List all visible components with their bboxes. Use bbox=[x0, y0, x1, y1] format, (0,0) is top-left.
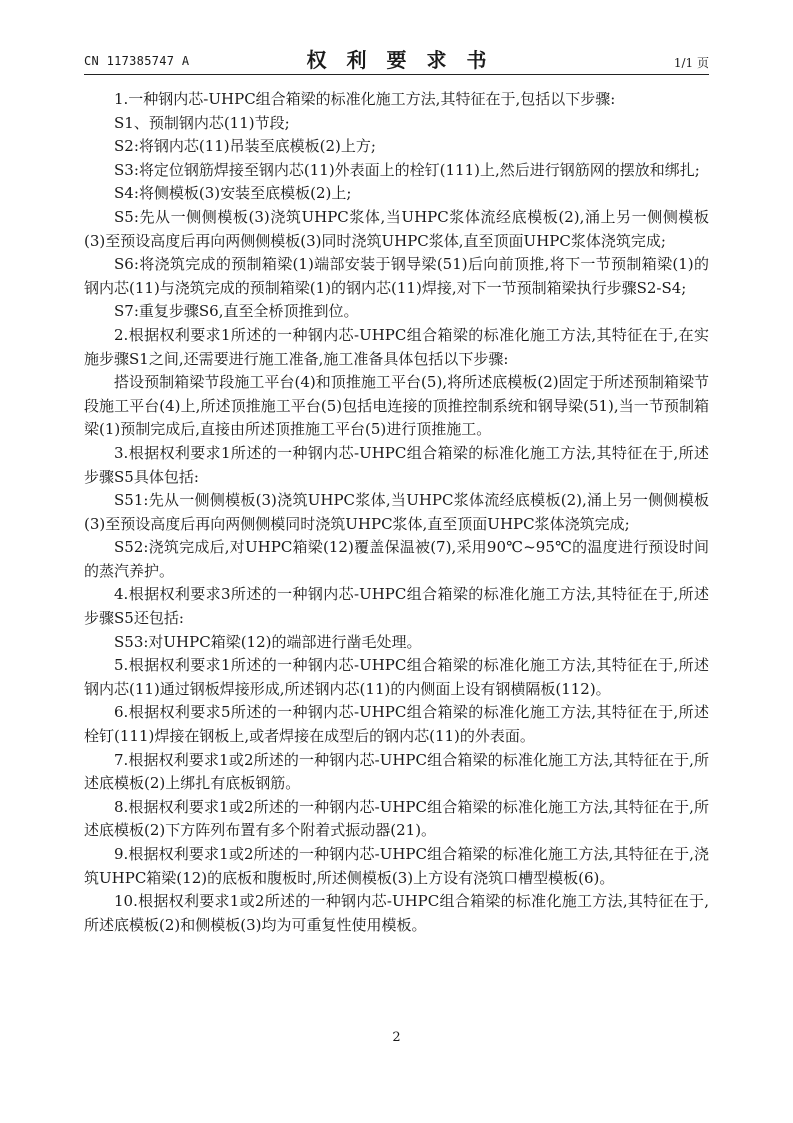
claim-paragraph: S1、预制钢内芯(11)节段; bbox=[114, 113, 290, 132]
claim-paragraph: 10.根据权利要求1或2所述的一种钢内芯-UHPC组合箱梁的标准化施工方法,其特征在于,所述底模板(2)和侧模板(3)均为可重复性使用模板。 bbox=[84, 892, 709, 934]
claim-paragraph: 7.根据权利要求1或2所述的一种钢内芯-UHPC组合箱梁的标准化施工方法,其特征在于,所述底模板(2)上绑扎有底板钢筋。 bbox=[84, 750, 709, 793]
claim-paragraph: 4.根据权利要求3所述的一种钢内芯-UHPC组合箱梁的标准化施工方法,其特征在于,所述步骤S5还包括: bbox=[84, 585, 709, 628]
claim-paragraph: 3.根据权利要求1所述的一种钢内芯-UHPC组合箱梁的标准化施工方法,其特征在于,所述步骤S5具体包括: bbox=[84, 443, 709, 486]
document-title: 权利要求书 bbox=[306, 48, 507, 72]
claim-paragraph: S51:先从一侧侧模板(3)浇筑UHPC浆体,当UHPC浆体流经底模板(2),涌上另一侧侧模板(3)至预设高度后再向两侧侧模同时浇筑UHPC浆体,直至顶面UHPC浆体浇筑完成; bbox=[84, 491, 709, 533]
claim-paragraph: 2.根据权利要求1所述的一种钢内芯-UHPC组合箱梁的标准化施工方法,其特征在于,在实施步骤S1之间,还需要进行施工准备,施工准备具体包括以下步骤: bbox=[84, 325, 709, 368]
claim-paragraph: 8.根据权利要求1或2所述的一种钢内芯-UHPC组合箱梁的标准化施工方法,其特征在于,所述底模板(2)下方阵列布置有多个附着式振动器(21)。 bbox=[84, 797, 709, 840]
page-header bbox=[84, 44, 709, 74]
claim-paragraph: 搭设预制箱梁节段施工平台(4)和顶推施工平台(5),将所述底模板(2)固定于所述预制箱梁节段施工平台(4)上,所述顶推施工平台(5)包括电连接的顶推控制系统和钢导梁(51),当一节预制箱梁(1)预制完成后,直接由所述顶推施工平台(5)进行顶推施工。 bbox=[84, 373, 709, 439]
page-number: 2 bbox=[392, 1030, 401, 1045]
claim-paragraph: 5.根据权利要求1所述的一种钢内芯-UHPC组合箱梁的标准化施工方法,其特征在于,所述钢内芯(11)通过钢板焊接形成,所述钢内芯(11)的内侧面上设有钢横隔板(112)。 bbox=[84, 656, 709, 698]
claim-paragraph: S4:将侧模板(3)安装至底模板(2)上; bbox=[114, 184, 352, 203]
claims-body bbox=[84, 88, 709, 937]
claim-paragraph: S2:将钢内芯(11)吊装至底模板(2)上方; bbox=[114, 137, 376, 156]
claim-paragraph: S6:将浇筑完成的预制箱梁(1)端部安装于钢导梁(51)后向前顶推,将下一节预制箱梁(1)的钢内芯(11)与浇筑完成的预制箱梁(1)的钢内芯(11)焊接,对下一节预制箱梁执行步骤S2-S4; bbox=[84, 255, 709, 297]
publication-number: CN 117385747 A bbox=[84, 54, 190, 68]
claim-paragraph: S5:先从一侧侧模板(3)浇筑UHPC浆体,当UHPC浆体流经底模板(2),涌上另一侧侧模板(3)至预设高度后再向两侧侧模板(3)同时浇筑UHPC浆体,直至顶面UHPC浆体浇筑完成; bbox=[84, 207, 709, 250]
claim-paragraph: S52:浇筑完成后,对UHPC箱梁(12)覆盖保温被(7),采用90℃~95℃的温度进行预设时间的蒸汽养护。 bbox=[84, 538, 709, 580]
claim-paragraph: S7:重复步骤S6,直至全桥顶推到位。 bbox=[114, 302, 359, 321]
page-label: 1/1 页 bbox=[673, 56, 709, 70]
claim-paragraph: S3:将定位钢筋焊接至钢内芯(11)外表面上的栓钉(111)上,然后进行钢筋网的摆放和绑扎; bbox=[114, 160, 700, 179]
claim-paragraph: 6.根据权利要求5所述的一种钢内芯-UHPC组合箱梁的标准化施工方法,其特征在于,所述栓钉(111)焊接在钢板上,或者焊接在成型后的钢内芯(11)的外表面。 bbox=[84, 703, 709, 746]
header-divider bbox=[84, 74, 709, 75]
claim-paragraph: S53:对UHPC箱梁(12)的端部进行凿毛处理。 bbox=[114, 632, 422, 651]
claim-paragraph: 9.根据权利要求1或2所述的一种钢内芯-UHPC组合箱梁的标准化施工方法,其特征在于,浇筑UHPC箱梁(12)的底板和腹板时,所述侧模板(3)上方设有浇筑口槽型模板(6)。 bbox=[84, 845, 709, 887]
claim-paragraph: 1.一种钢内芯-UHPC组合箱梁的标准化施工方法,其特征在于,包括以下步骤: bbox=[114, 90, 616, 108]
